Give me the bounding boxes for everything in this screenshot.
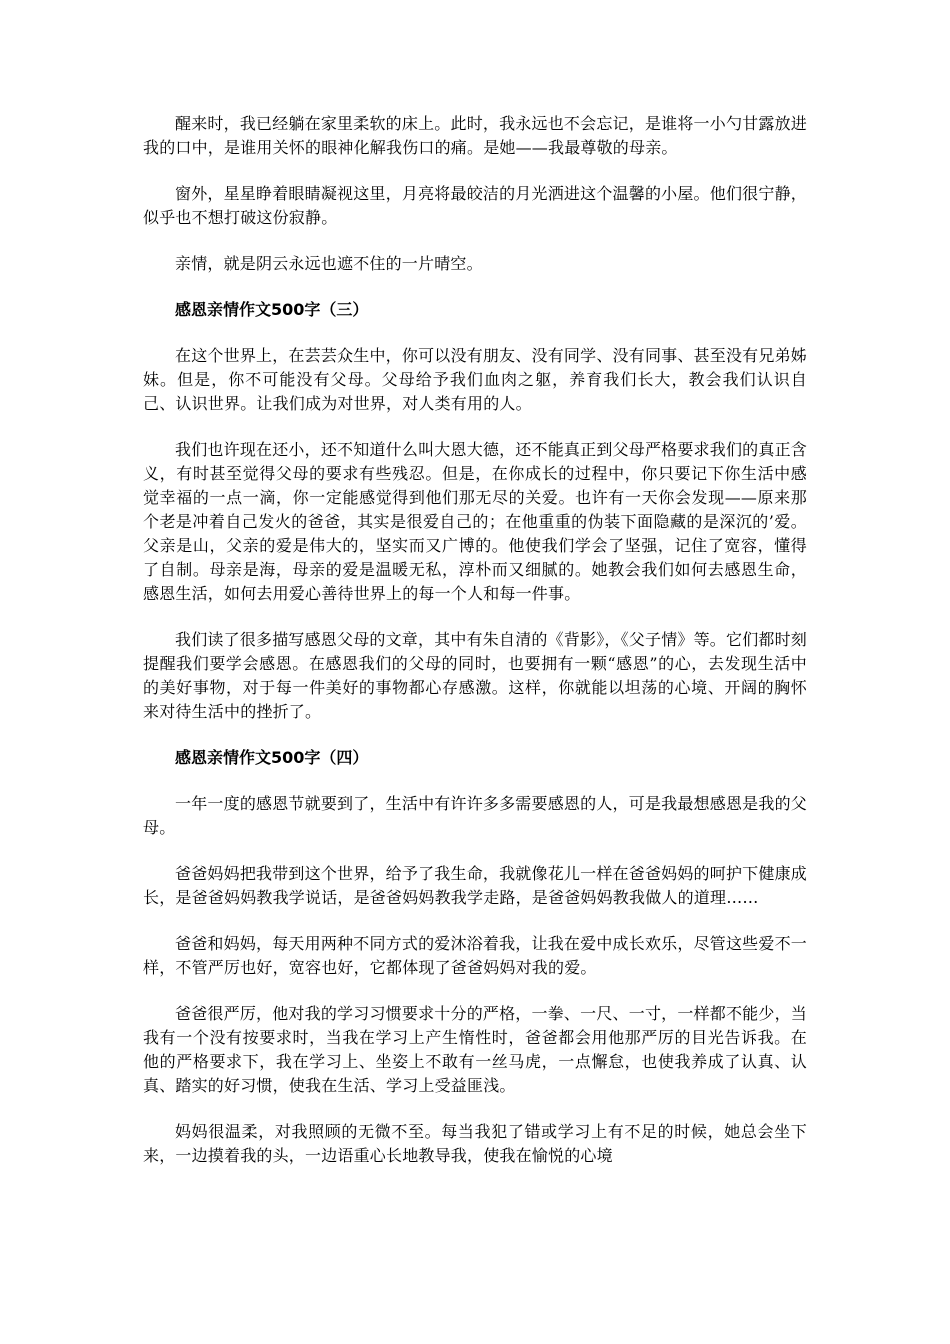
- paragraph: 我们也许现在还小，还不知道什么叫大恩大德，还不能真正到父母严格要求我们的真正含义，有时甚至觉得父母的要求有些残忍。但是，在你成长的过程中，你只要记下你生活中感觉幸福的一点一滴，你一定能感觉得到他们那无尽的关爱。也许有一天你会发现——原来那个老是冲着自己发火的爸爸，其实是很爱自己的；在他重重的伪装下面隐藏的是深沉的’爱。父亲是山，父亲的爱是伟大的，坚实而又广博的。他使我们学会了坚强，记住了宽容，懂得了自制。母亲是海，母亲的爱是温暖无私，淳朴而又细腻的。她教会我们如何去感恩生命，感恩生活，如何去用爱心善待世界上的每一个人和每一件事。: [143, 440, 807, 603]
- section-heading-4: 感恩亲情作文500字（四）: [175, 748, 369, 767]
- paragraph: 窗外，星星睁着眼睛凝视这里，月亮将最皎洁的月光洒进这个温馨的小屋。他们很宁静，似乎也不想打破这份寂静。: [143, 184, 807, 227]
- paragraph: 我们读了很多描写感恩父母的文章，其中有朱自清的《背影》，《父子情》等。它们都时刻提醒我们要学会感恩。在感恩我们的父母的同时，也要拥有一颗“感恩”的心，去发现生活中的美好事物，对于每一件美好的事物都心存感激。这样，你就能以坦荡的心境、开阔的胸怀来对待生活中的挫折了。: [143, 630, 808, 721]
- paragraph: 爸爸妈妈把我带到这个世界，给予了我生命，我就像花儿一样在爸爸妈妈的呵护下健康成长，是爸爸妈妈教我学说话，是爸爸妈妈教我学走路，是爸爸妈妈教我做人的道理……: [143, 864, 807, 907]
- paragraph: 在这个世界上，在芸芸众生中，你可以没有朋友、没有同学、没有同事、甚至没有兄弟姊妹。但是，你不可能没有父母。父母给予我们血肉之躯，养育我们长大，教会我们认识自己、认识世界。让我们成为对世界，对人类有用的人。: [143, 346, 807, 413]
- document-page: [143, 112, 807, 1190]
- paragraph: 一年一度的感恩节就要到了，生活中有许许多多需要感恩的人，可是我最想感恩是我的父母。: [143, 794, 807, 837]
- paragraph: 妈妈很温柔，对我照顾的无微不至。每当我犯了错或学习上有不足的时候，她总会坐下来，一边摸着我的头，一边语重心长地教导我，使我在愉悦的心境: [143, 1122, 807, 1165]
- section-heading-3: 感恩亲情作文500字（三）: [175, 300, 369, 319]
- paragraph: 爸爸很严厉，他对我的学习习惯要求十分的严格，一拳、一尺、一寸，一样都不能少，当我有一个没有按要求时，当我在学习上产生惰性时，爸爸都会用他那严厉的目光告诉我。在他的严格要求下，我在学习上、坐姿上不敢有一丝马虎，一点懈怠，也使我养成了认真、认真、踏实的好习惯，使我在生活、学习上受益匪浅。: [143, 1004, 807, 1095]
- paragraph: 亲情，就是阴云永远也遮不住的一片晴空。: [175, 254, 483, 273]
- paragraph: 爸爸和妈妈，每天用两种不同方式的爱沐浴着我，让我在爱中成长欢乐，尽管这些爱不一样，不管严厉也好，宽容也好，它都体现了爸爸妈妈对我的爱。: [143, 934, 807, 977]
- paragraph: 醒来时，我已经躺在家里柔软的床上。此时，我永远也不会忘记，是谁将一小勺甘露放进我的口中，是谁用关怀的眼神化解我伤口的痛。是她——我最尊敬的母亲。: [143, 114, 807, 157]
